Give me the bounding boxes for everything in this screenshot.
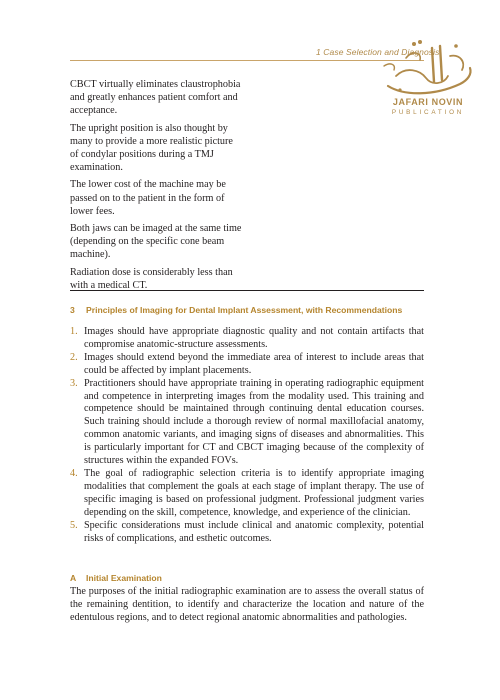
list-item-text: Images should extend beyond the immediate area of interest to include areas that could be affected by implant placements. xyxy=(84,351,424,376)
list-marker: 5. xyxy=(70,519,78,531)
list-marker: 2. xyxy=(70,351,78,363)
list-item xyxy=(70,378,424,468)
list-item xyxy=(70,468,424,520)
table-bottom-rule xyxy=(70,290,424,291)
list-item-text: Specific considerations must include clinical and anatomic complexity, potential risks of complications, and esthetic outcomes. xyxy=(84,519,424,544)
subsection-title: Initial Examination xyxy=(86,573,162,583)
section-heading xyxy=(70,305,430,315)
list-item xyxy=(70,520,424,546)
subsection-body: The purposes of the initial radiographic examination are to assess the overall status of the remaining dentition, to identify and characterize the location and nature of the edentulous regions, and to detect regional anatomic abnormalities and pathologies. xyxy=(70,586,424,623)
list-item-text: Images should have appropriate diagnostic quality and not contain artifacts that compromise anatomic-structure assessments. xyxy=(84,326,424,350)
list-marker: 4. xyxy=(70,467,78,479)
calligraphy-mark-icon xyxy=(376,36,480,98)
list-item xyxy=(70,326,424,352)
advantages-column xyxy=(70,78,242,296)
running-head: 1 Case Selection and Diagnosis xyxy=(316,47,440,57)
logo-subtitle: PUBLICATION xyxy=(391,109,465,116)
subsection-letter: A xyxy=(70,573,77,583)
header-rule xyxy=(70,60,424,61)
advantage-text: The lower cost of the machine may be passed on to the patient in the form of lower fees. xyxy=(70,179,226,217)
publisher-logo xyxy=(376,36,480,116)
advantage-text: CBCT virtually eliminates claustrophobia and greatly enhances patient comfort and acceptance. xyxy=(70,79,241,117)
list-marker: 3. xyxy=(70,377,78,389)
section-title: Principles of Imaging for Dental Implant Assessment, with Recommendations xyxy=(86,305,403,315)
section-number: 3 xyxy=(70,305,75,315)
principles-list xyxy=(70,326,424,545)
list-item-text: Practitioners should have appropriate training in operating radiographic equipment and competence in interpreting images from the modality used. This training and competence should be maintained through continuing dental education courses. Such training should include a thorough review of normal maxillofacial anatomy, common anatomic variants, and imaging signs of diseases and abnormalities. This is particularly important for CT and CBCT imaging because of the complexity of structures within the expanded FOVs. xyxy=(84,377,424,467)
advantage-text: The upright position is also thought by many to provide a more realistic picture of condylar positions during a TMJ examination. xyxy=(70,122,233,174)
list-item xyxy=(70,352,424,378)
advantage-text: Both jaws can be imaged at the same time (depending on the specific cone beam machine). xyxy=(70,223,242,261)
subsection-heading xyxy=(70,573,162,583)
list-item-text: The goal of radiographic selection criteria is to identify appropriate imaging modalities that complement the goals at each stage of implant therapy. The use of specific imaging is based on professional judgment. Professional judgment varies depending on the skill, competence, knowledge, and experience of the clinician. xyxy=(84,467,424,518)
advantage-text: Radiation dose is considerably less than with a medical CT. xyxy=(70,266,233,291)
logo-name: JAFARI NOVIN xyxy=(392,97,464,107)
list-marker: 1. xyxy=(70,326,78,337)
